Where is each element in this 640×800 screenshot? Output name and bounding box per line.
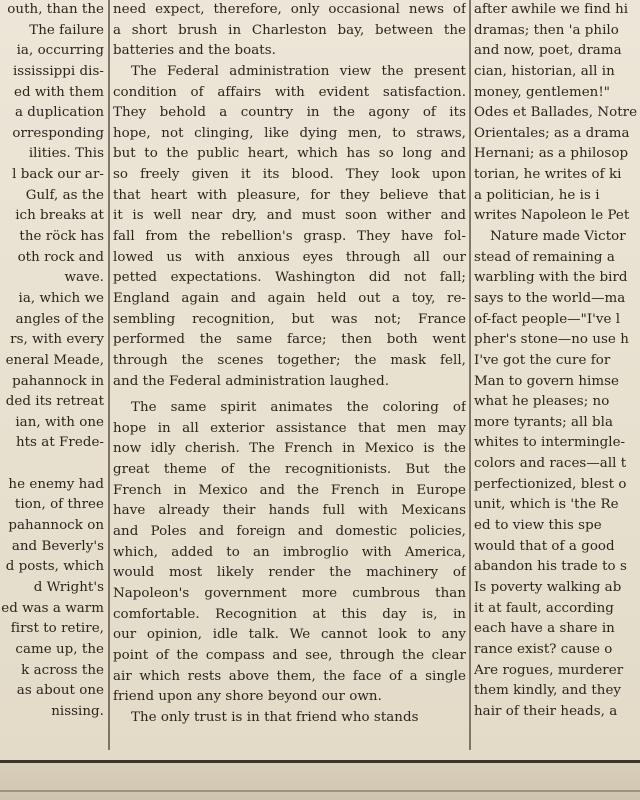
left-column-line: Gulf, as the xyxy=(25,187,104,203)
right-column-line: hair of their heads, a xyxy=(474,703,618,719)
column-rule-left xyxy=(108,0,110,750)
article-paragraph xyxy=(113,708,466,729)
article-line: have already their hands full with Mexicans xyxy=(113,503,466,519)
right-column-line: Odes et Ballades, Notre xyxy=(474,105,638,121)
article-line: England again and again held out a toy, re- xyxy=(113,290,466,306)
left-column-line: nissing. xyxy=(51,703,104,719)
right-column-line: more tyrants; all bla xyxy=(474,414,614,430)
article-line: They behold a country in the agony of its xyxy=(113,105,466,121)
left-column-line: first to retire, xyxy=(10,621,104,637)
article-line: performed the same farce; then both went xyxy=(113,332,466,348)
left-column-line: and Beverly's xyxy=(11,538,104,554)
left-column-line: rs, with every xyxy=(10,332,104,348)
right-column-line: abandon his trade to s xyxy=(474,559,627,575)
right-column-line: each have a share in xyxy=(474,621,615,637)
left-column-line: outh, than the xyxy=(7,2,104,17)
article-line: hope, not clinging, like dying men, to straws, xyxy=(113,125,466,141)
right-column-line: ed to view this spe xyxy=(474,518,602,534)
article-line: fall from the rebellion's grasp. They have fol- xyxy=(113,229,466,245)
left-column-line: k across the xyxy=(21,662,104,678)
left-column-line: ded its retreat xyxy=(5,394,104,410)
left-column-line: d Wright's xyxy=(33,579,104,595)
article-paragraph xyxy=(113,62,466,392)
left-column-line: d posts, which xyxy=(5,559,104,575)
article-line: petted expectations. Washington did not fall; xyxy=(113,270,466,286)
article-line: but to the public heart, which has so long and xyxy=(113,146,466,162)
left-column xyxy=(0,0,104,722)
left-column-line: eneral Meade, xyxy=(5,352,104,368)
middle-column xyxy=(113,0,466,728)
article-line: a short brush in Charleston bay, between the xyxy=(113,22,466,38)
article-line: so freely given it its blood. They look upon xyxy=(113,167,466,183)
right-column-line: stead of remaining a xyxy=(474,249,615,265)
article-line: which, added to an imbroglio with America, xyxy=(113,544,466,560)
left-column-line: ian, with one xyxy=(15,414,104,430)
article-paragraph xyxy=(113,398,466,708)
right-column-line: I've got the cure for xyxy=(474,352,611,368)
article-line: The same spirit animates the coloring of xyxy=(131,400,466,416)
left-column-line: ilities. This xyxy=(28,146,104,162)
article-line: it is well near dry, and must soon wither and xyxy=(113,208,466,224)
article-line: friend upon any shore beyond our own. xyxy=(113,689,382,705)
left-column-line: ississippi dis- xyxy=(12,63,104,79)
left-column-line: ia, which we xyxy=(18,290,104,306)
article-line: batteries and the boats. xyxy=(113,43,276,59)
right-column-line: Are rogues, murderer xyxy=(474,662,624,678)
article-line: condition of affairs with evident satisfaction. xyxy=(113,84,466,100)
right-column-line: it at fault, according xyxy=(474,600,614,616)
article-paragraph xyxy=(113,0,466,62)
right-column-line: Is poverty walking ab xyxy=(474,579,622,595)
left-column-line: oth rock and xyxy=(17,249,104,265)
right-column-line: unit, which is 'the Re xyxy=(474,497,619,513)
left-column-line: as about one xyxy=(16,683,104,699)
left-column-line: orresponding xyxy=(12,125,104,141)
right-column-line: money, gentlemen!" xyxy=(474,84,611,100)
left-column-line: angles of the xyxy=(15,311,104,327)
right-column-line: pher's stone—no use h xyxy=(474,332,629,348)
right-column-line: and now, poet, drama xyxy=(474,43,622,59)
left-column-line xyxy=(0,454,104,475)
article-line: comfortable. Recognition at this day is, in xyxy=(113,606,466,622)
right-column-line: would that of a good xyxy=(474,538,615,554)
right-column-line: cian, historian, all in xyxy=(474,63,615,79)
left-column-line: ed with them xyxy=(14,84,104,100)
article-line: The only trust is in that friend who stands xyxy=(131,709,419,725)
right-column-line: Nature made Victor xyxy=(490,229,626,245)
left-column-line: tion, of three xyxy=(14,497,104,513)
left-column-line: ed was a warm xyxy=(1,600,104,616)
article-line: and Poles and foreign and domestic policies, xyxy=(113,524,466,540)
right-column-line: of-fact people—"I've l xyxy=(474,311,621,327)
right-column-line: Hernani; as a philosop xyxy=(474,146,629,162)
right-column-line: them kindly, and they xyxy=(474,683,622,699)
left-column-line: l back our ar- xyxy=(12,167,104,183)
right-column-line: torian, he writes of ki xyxy=(474,167,622,183)
column-rule-right xyxy=(469,0,471,750)
right-column xyxy=(474,0,640,722)
article-line: through the scenes together; the mask fell, xyxy=(113,352,466,368)
right-column-line: says to the world—ma xyxy=(474,290,626,306)
article-line: French in Mexico and the French in Europe xyxy=(113,482,466,498)
right-column-line: Man to govern himse xyxy=(474,373,620,389)
left-column-line: pahannock on xyxy=(8,518,104,534)
left-column-line: came up, the xyxy=(15,641,104,657)
page-bottom-edge xyxy=(0,790,640,792)
left-column-line: ich breaks at xyxy=(15,208,104,224)
article-line: now idly cherish. The French in Mexico is the xyxy=(113,441,466,457)
right-column-line: perfectionized, blest o xyxy=(474,476,627,492)
left-column-line: wave. xyxy=(64,270,104,286)
article-line: hope in all exterior assistance that men may xyxy=(113,420,466,436)
right-column-line: colors and races—all t xyxy=(474,456,627,472)
article-line: would most likely render the machinery of xyxy=(113,565,466,581)
article-line: our opinion, idle talk. We cannot look to any xyxy=(113,627,466,643)
right-column-line: rance exist? cause o xyxy=(474,641,613,657)
right-column-line: whites to intermingle- xyxy=(474,435,626,451)
article-line: that heart with pleasure, for they believe that xyxy=(113,187,466,203)
article-line: Napoleon's government more cumbrous than xyxy=(113,585,466,601)
article-line: and the Federal administration laughed. xyxy=(113,373,389,389)
left-column-line: the röck has xyxy=(19,229,104,245)
left-column-line: hts at Frede- xyxy=(15,435,104,451)
left-column-line: pahannock in xyxy=(12,373,104,389)
article-line: sembling recognition, but was not; France xyxy=(113,311,466,327)
right-column-line: writes Napoleon le Pet xyxy=(474,208,630,224)
right-column-line: a politician, he is i xyxy=(474,187,600,203)
right-column-line: warbling with the bird xyxy=(474,270,628,286)
left-column-line: ia, occurring xyxy=(16,43,104,59)
article-line: point of the compass and see, through the clear xyxy=(113,647,466,663)
right-column-line: Orientales; as a drama xyxy=(474,125,630,141)
left-column-line: he enemy had xyxy=(8,476,104,492)
left-column-line: The failure xyxy=(29,22,104,38)
page-bottom-margin xyxy=(0,763,640,800)
left-column-line: a duplication xyxy=(14,105,104,121)
article-line: need expect, therefore, only occasional news of xyxy=(113,2,466,17)
article-line: lowed us with anxious eyes through all our xyxy=(113,249,466,265)
article-line: The Federal administration view the present xyxy=(131,63,466,79)
right-column-line: what he pleases; no xyxy=(474,394,610,410)
article-line: great theme of the recognitionists. But the xyxy=(113,462,466,478)
article-line: air which rests above them, the face of a single xyxy=(113,668,466,684)
right-column-line: dramas; then 'a philo xyxy=(474,22,619,38)
right-column-line: after awhile we find hi xyxy=(474,2,629,17)
